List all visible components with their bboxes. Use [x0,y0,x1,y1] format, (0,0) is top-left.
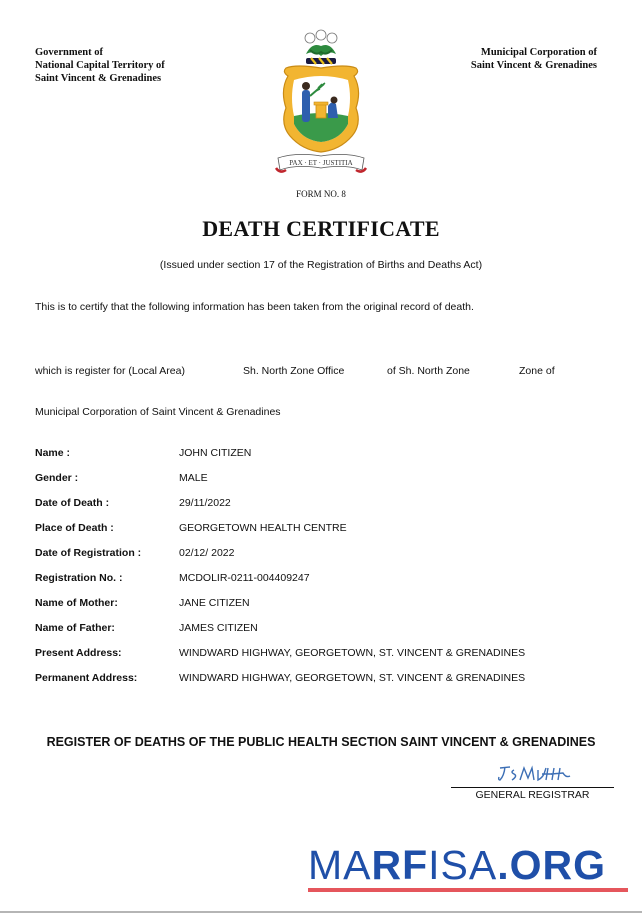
gov-line-3: Saint Vincent & Grenadines [35,73,162,84]
field-row-gender [35,472,615,497]
field-row-father [35,622,615,647]
document-title: DEATH CERTIFICATE [202,216,440,241]
issuing-municipality [471,46,597,72]
field-label: Date of Death : [35,497,110,509]
registrar-title: GENERAL REGISTRAR [475,789,590,801]
signature-line [451,787,614,788]
local-area-municipality: Municipal Corporation of Saint Vincent & Grenadines [35,406,281,418]
watermark-part: .ORG [497,842,607,888]
local-area-prefix: which is register for (Local Area) [35,365,185,377]
field-label: Place of Death : [35,522,114,534]
watermark-logo [308,842,606,888]
field-label: Gender : [35,472,79,484]
field-label: Date of Registration : [35,547,142,559]
field-row-name [35,447,615,472]
field-label: Registration No. : [35,572,123,584]
muni-line-1: Municipal Corporation of [480,47,597,58]
field-value: 29/11/2022 [179,497,231,509]
field-value: GEORGETOWN HEALTH CENTRE [179,522,347,534]
local-area-zone-of: Zone of [519,365,555,377]
watermark-part: MA [308,842,372,888]
gov-line-1: Government of [35,47,103,58]
field-value: JANE CITIZEN [179,597,250,609]
field-row-place-of-death [35,522,615,547]
watermark-part: ISA [428,842,498,888]
coat-of-arms-icon [266,28,376,178]
local-area-zone: of Sh. North Zone [387,365,470,377]
field-label: Name : [35,447,71,459]
field-row-permanent-address [35,672,615,697]
local-area-office: Sh. North Zone Office [243,365,345,377]
field-row-date-of-registration [35,547,615,572]
field-row-registration-no [35,572,615,597]
field-row-date-of-death [35,497,615,522]
field-value: WINDWARD HIGHWAY, GEORGETOWN, ST. VINCENT & GRENADINES [179,672,526,684]
register-title: REGISTER OF DEATHS OF THE PUBLIC HEALTH SECTION SAINT VINCENT & GRENADINES [46,735,596,749]
form-number: FORM NO. 8 [296,189,346,199]
signature-icon [496,762,576,784]
certification-statement: This is to certify that the following information has been taken from the original record of death. [35,301,474,313]
field-row-mother [35,597,615,622]
field-value: 02/12/ 2022 [179,547,235,559]
gov-line-2: National Capital Territory of [35,60,165,71]
field-value: MALE [179,472,208,484]
field-label: Name of Mother: [35,597,118,609]
field-value: MCDOLIR-0211-004409247 [179,572,310,584]
muni-line-2: Saint Vincent & Grenadines [470,60,597,71]
issuing-government [35,46,165,85]
watermark-underline [308,888,628,892]
field-row-present-address [35,647,615,672]
svg-text:PAX · ET · JUSTITIA: PAX · ET · JUSTITIA [289,159,353,167]
field-label: Permanent Address: [35,672,138,684]
field-value: JAMES CITIZEN [179,622,258,634]
watermark-part: RF [371,842,429,888]
field-label: Name of Father: [35,622,115,634]
field-value: JOHN CITIZEN [179,447,252,459]
page-bottom-rule [0,911,642,913]
field-value: WINDWARD HIGHWAY, GEORGETOWN, ST. VINCENT & GRENADINES [179,647,526,659]
record-fields [35,447,615,697]
field-label: Present Address: [35,647,122,659]
document-subtitle: (Issued under section 17 of the Registration of Births and Deaths Act) [159,259,483,271]
